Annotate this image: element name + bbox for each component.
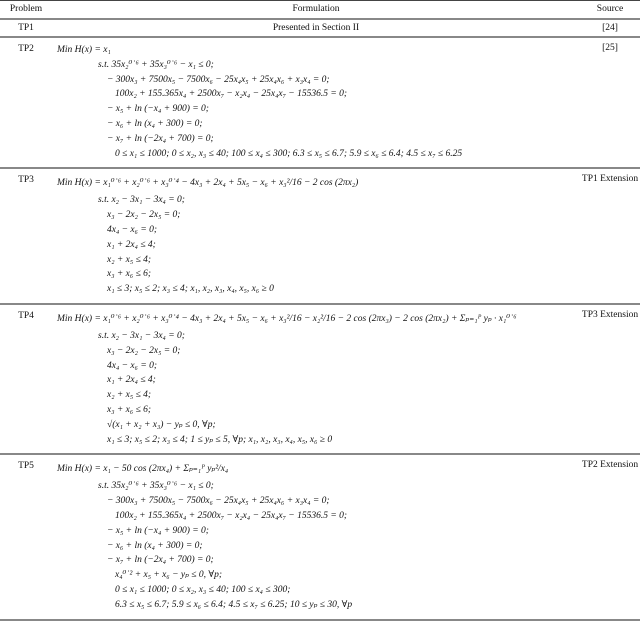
problem-label: TP4 bbox=[18, 310, 34, 321]
constraint-line: − x₆ + ln (x₄ + 300) = 0; bbox=[107, 540, 203, 551]
source-cell bbox=[580, 168, 640, 304]
objective-function: Min H(x) = x₁⁰˙⁶ + x₂⁰˙⁶ + x₃⁰˙⁴ − 4x₃ + 2x₄ + 5x₅ − x₆ + x₃²/16 − 2 cos (2πx₂) bbox=[57, 178, 359, 189]
constraint-line: x₃ + x₆ ≤ 6; bbox=[107, 269, 152, 280]
formulation-cell bbox=[52, 168, 580, 304]
constraint-line: 100x₂ + 155.365x₄ + 2500x₇ − x₂x₄ − 25x₄x₇ − 15536.5 = 0; bbox=[115, 510, 348, 521]
problem-cell bbox=[0, 454, 52, 619]
constraint-line: s.t. 35x₂⁰˙⁶ + 35x₃⁰˙⁶ − x₁ ≤ 0; bbox=[98, 59, 214, 70]
header-source: Source bbox=[580, 1, 640, 20]
constraint-line: s.t. x₂ − 3x₁ − 3x₄ = 0; bbox=[98, 195, 185, 206]
objective-function: Min H(x) = x₁⁰˙⁶ + x₂⁰˙⁶ + x₃⁰˙⁴ − 4x₃ + 2x₄ + 5x₅ − x₆ + x₃²/16 − x₂²/16 − 2 cos (2πx₃) − 2 cos (2πx₂) + Σₚ₌₁ᴾ yₚ · x₁⁰˙⁶ bbox=[57, 313, 517, 324]
constraint-line: x₂ + x₅ ≤ 4; bbox=[107, 254, 152, 265]
formulation-text: Presented in Section II bbox=[52, 19, 580, 37]
constraint-line: x₁ ≤ 3; x₅ ≤ 2; x₃ ≤ 4; x₁, x₂, x₃, x₄, x₅, x₆ ≥ 0 bbox=[107, 284, 274, 295]
constraint-line: 4x₄ − x₆ = 0; bbox=[107, 360, 158, 371]
constraint-line: x₁ ≤ 3; x₅ ≤ 2; x₃ ≤ 4; 1 ≤ yₚ ≤ 5, ∀p; x₁, x₂, x₃, x₄, x₅, x₆ ≥ 0 bbox=[107, 434, 333, 445]
source-cell bbox=[580, 304, 640, 454]
constraint-line: s.t. 35x₂⁰˙⁶ + 35x₃⁰˙⁶ − x₁ ≤ 0; bbox=[98, 481, 214, 492]
constraint-line: x₄⁰˙² + x₅ + x₆ − yₚ ≤ 0, ∀p; bbox=[115, 570, 222, 581]
constraint-line: x₁ + 2x₄ ≤ 4; bbox=[107, 375, 156, 386]
constraint-line: − x₅ + ln (−x₄ + 900) = 0; bbox=[107, 525, 209, 536]
table-row bbox=[0, 19, 640, 37]
problem-cell bbox=[0, 37, 52, 168]
constraint-line: − x₇ + ln (−2x₄ + 700) = 0; bbox=[107, 133, 214, 144]
constraint-line: − 300x₃ + 7500x₅ − 7500x₆ − 25x₄x₅ + 25x₄x₆ + x₃x₄ = 0; bbox=[107, 496, 330, 507]
constraint-line: x₃ − 2x₂ − 2x₅ = 0; bbox=[107, 210, 181, 221]
header-problem: Problem bbox=[0, 1, 52, 20]
constraint-line: − 300x₃ + 7500x₅ − 7500x₆ − 25x₄x₅ + 25x₄x₆ + x₃x₄ = 0; bbox=[107, 74, 330, 85]
constraint-line: 6.3 ≤ x₅ ≤ 6.7; 5.9 ≤ x₆ ≤ 6.4; 4.5 ≤ x₇ ≤ 6.25; 10 ≤ yₚ ≤ 30, ∀p bbox=[115, 599, 353, 610]
table-header-row bbox=[0, 1, 640, 20]
table-row bbox=[0, 37, 640, 168]
constraint-line: x₃ − 2x₂ − 2x₅ = 0; bbox=[107, 345, 181, 356]
problem-label: TP2 bbox=[18, 44, 34, 54]
constraint-line: 100x₂ + 155.365x₄ + 2500x₇ − x₂x₄ − 25x₄x₇ − 15536.5 = 0; bbox=[115, 89, 348, 100]
source-reference: TP2 Extension bbox=[581, 460, 639, 471]
constraint-line: x₂ + x₅ ≤ 4; bbox=[107, 390, 152, 401]
problem-cell bbox=[0, 304, 52, 454]
problem-label: TP3 bbox=[18, 175, 34, 186]
constraint-line: 0 ≤ x₁ ≤ 1000; 0 ≤ x₂, x₃ ≤ 40; 100 ≤ x₄ ≤ 300; 6.3 ≤ x₅ ≤ 6.7; 5.9 ≤ x₆ ≤ 6.4; 4.5 ≤ x₇ ≤ 6.25 bbox=[115, 148, 463, 159]
constraint-line: x₁ + 2x₄ ≤ 4; bbox=[107, 239, 156, 250]
source-cell bbox=[580, 454, 640, 619]
objective-function: Min H(x) = x₁ bbox=[57, 45, 111, 55]
formulation-cell bbox=[52, 304, 580, 454]
problem-label: TP5 bbox=[18, 461, 34, 472]
constraint-line: − x₅ + ln (−x₄ + 900) = 0; bbox=[107, 104, 209, 115]
constraint-line: − x₆ + ln (x₄ + 300) = 0; bbox=[107, 118, 203, 129]
source-reference: [25] bbox=[602, 43, 618, 53]
source-reference: TP3 Extension bbox=[581, 309, 639, 320]
table-row bbox=[0, 454, 640, 619]
source-reference: [24] bbox=[580, 19, 640, 37]
problem-label: TP1 bbox=[0, 19, 52, 37]
header-formulation: Formulation bbox=[52, 1, 580, 20]
constraint-line: 4x₄ − x₆ = 0; bbox=[107, 224, 158, 235]
constraint-line: √(x₁ + x₂ + x₃) − yₚ ≤ 0, ∀p; bbox=[107, 419, 216, 430]
formulation-cell bbox=[52, 37, 580, 168]
objective-function: Min H(x) = x₁ − 50 cos (2πx₄) + Σₚ₌₁ᴾ yₚ²/x₄ bbox=[57, 464, 229, 475]
source-reference: TP1 Extension bbox=[581, 174, 639, 185]
constraint-line: s.t. x₂ − 3x₁ − 3x₄ = 0; bbox=[98, 330, 185, 341]
constraint-line: 0 ≤ x₁ ≤ 1000; 0 ≤ x₂, x₃ ≤ 40; 100 ≤ x₄ ≤ 300; bbox=[115, 584, 291, 595]
formulation-cell bbox=[52, 454, 580, 619]
constraint-line: x₃ + x₆ ≤ 6; bbox=[107, 404, 152, 415]
problem-cell bbox=[0, 168, 52, 304]
table-row bbox=[0, 168, 640, 304]
table-row bbox=[0, 304, 640, 454]
source-cell bbox=[580, 37, 640, 168]
constraint-line: − x₇ + ln (−2x₄ + 700) = 0; bbox=[107, 555, 214, 566]
